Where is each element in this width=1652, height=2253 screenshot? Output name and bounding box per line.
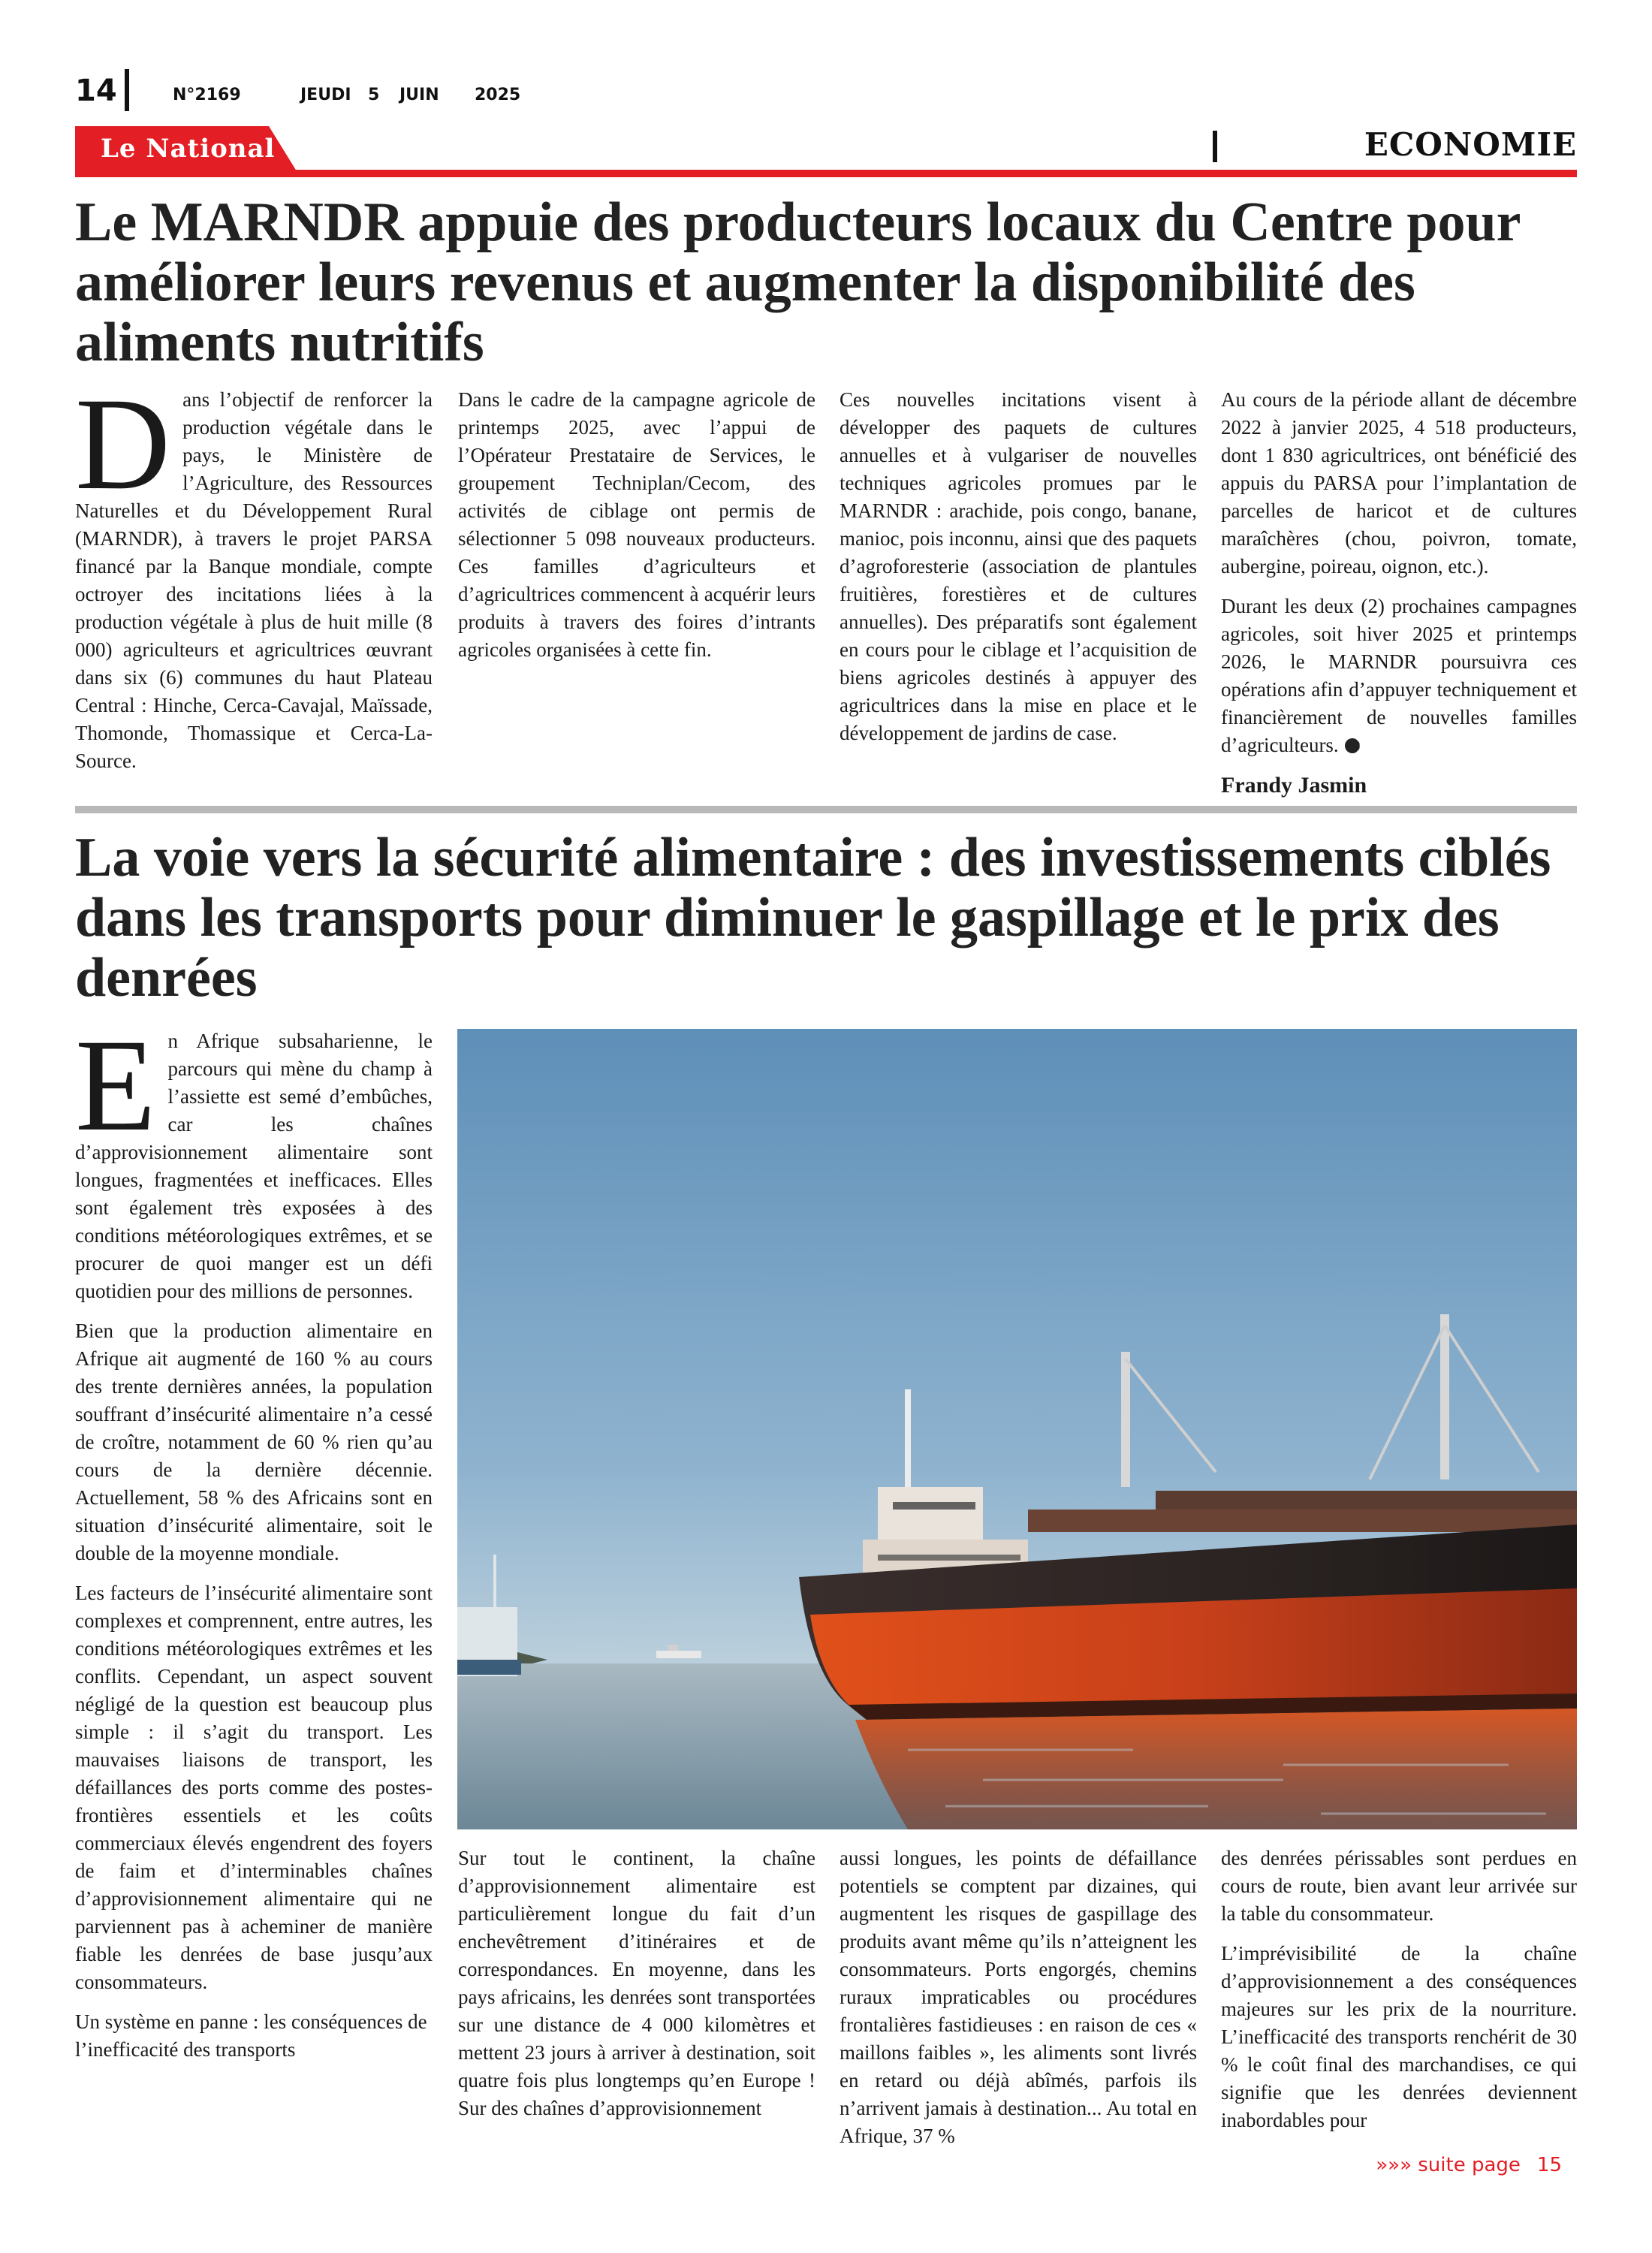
article1-p2: Dans le cadre de la campagne agricole de printemps 2025, avec l’appui de l’Opérateur Prestataire de Services, le groupement Techniplan/Cecom, des activités de ciblage ont permis de sélectionner 5 098 nouveaux producteurs. Ces familles d’agriculteurs et d’agricultrices commencent à acquérir leurs produits à travers des foires d’intrants agricoles organisées à cette fin. — [458, 388, 815, 661]
article1-dropcap: D — [75, 371, 171, 517]
article1-p1: ans l’objectif de renforcer la production végétale dans le pays, le Ministère de l’Agriculture, des Ressources Naturelles et du Développement Rural (MARNDR), à travers le projet PARSA financé par la Banque mondiale, compte octroyer des incitations liées à la production végétale à plus de huit mille (8 000) agriculteurs et agricultrices œuvrant dans six (6) communes du haut Plateau Central : Hinche, Cerca-Cavajal, Maïssade, Thomonde, Thomassique et Cerca-La-Source. — [75, 388, 433, 772]
end-of-article-icon — [1345, 738, 1360, 753]
article2-title: La voie vers la sécurité alimentaire : des investissements ciblés dans les transports pour diminuer le gaspillage et le prix des denrées — [75, 827, 1551, 1009]
issue-day: 5 — [368, 86, 380, 104]
article1-column-3 — [840, 386, 1197, 747]
article2-dropcap: E — [75, 1012, 156, 1159]
article2-p1: n Afrique subsaharienne, le parcours qui mène du champ à l’assiette est semé d’embûches, car les chaînes d’approvisionnement alimentaire sont longues, fragmentées et inefficaces. Elles sont également très exposées à des conditions météorologiques extrêmes, et se procurer de quoi manger est un défi quotidien pour des millions de personnes. — [75, 1030, 433, 1302]
continued-label: »»» suite page — [1376, 2154, 1521, 2176]
section-name: ECONOMIE — [1364, 126, 1577, 163]
continued-page-number: 15 — [1536, 2154, 1562, 2176]
header-red-rule — [75, 170, 1577, 177]
header-separator — [125, 69, 129, 111]
publication-name: Le National — [101, 134, 276, 164]
article1-p5: Durant les deux (2) prochaines campagnes agricoles, soit hiver 2025 et printemps 2026, le MARNDR poursuivra ces opérations afin d’appuyer techniquement et financièrement de nouvelles familles d’agriculteurs. — [1221, 595, 1577, 756]
article2-subheading: Un système en panne : les conséquences de l’inefficacité des transports — [75, 2010, 427, 2061]
article2-p5: Sur tout le continent, la chaîne d’approvisionnement alimentaire est particulièrement longue du fait d’un enchevêtrement d’itinéraires et de correspondances. En moyenne, dans les pays africains, les denrées sont transportées sur une distance de 4 000 kilomètres et mettent 23 jours à arriver à destination, soit quatre fois plus longtemps qu’en Europe ! Sur des chaînes d’approvisionnement — [458, 1847, 815, 2119]
article1-paragraph — [1221, 593, 1577, 759]
article1-author: Frandy Jasmin — [1221, 773, 1367, 798]
page-number: 14 — [75, 74, 117, 108]
article2-p5-end: des denrées périssables sont perdues en cours de route, bien avant leur arrivée sur la table du consommateur. — [1221, 1847, 1577, 1925]
article1-column-2 — [458, 386, 815, 664]
issue-month: JUIN — [399, 86, 439, 104]
article1-p4: Au cours de la période allant de décembre 2022 à janvier 2025, 4 518 producteurs, dont 1 830 agricultrices, ont bénéficié des appuis du PARSA pour l’implantation de parcelles de haricot et de cultures maraîchères (chou, poivron, tomate, aubergine, poireau, oignon, etc.). — [1221, 388, 1577, 578]
article2-column-3 — [840, 1844, 1197, 2150]
article1-column-4 — [1221, 386, 1577, 799]
article-divider — [75, 806, 1577, 813]
rubric-separator — [1213, 131, 1217, 162]
article2-p6: L’imprévisibilité de la chaîne d’approvisionnement a des conséquences majeures sur les prix de la nourriture. L’inefficacité des transports renchérit de 30 % le coût final des marchandises, ce qui signifie que les denrées deviennent inabordables pour — [1221, 1942, 1577, 2131]
continued-on-page-link[interactable] — [1376, 2154, 1562, 2176]
article1-paragraph — [75, 371, 433, 775]
issue-year: 2025 — [475, 86, 521, 104]
cargo-ship-photo — [457, 1029, 1577, 1829]
article2-column-2 — [458, 1844, 815, 2122]
article1-title: Le MARNDR appuie des producteurs locaux du Centre pour améliorer leurs revenus et augmenter la disponibilité des aliments nutritifs — [75, 192, 1521, 373]
article1-p3: Ces nouvelles incitations visent à développer des paquets de cultures annuelles et à vulgariser de nouvelles techniques agricoles promues par le MARNDR : arachide, pois congo, banane, manioc, pois inconnu, ainsi que des paquets d’agroforesterie (association de plantules fruitières, forestières et de cultures annuelles). Des préparatifs sont également en cours pour le ciblage et l’acquisition de biens agricoles destinés à appuyer des agricultrices dans la mise en place et le développement de jardins de case. — [840, 388, 1197, 744]
article2-column-4 — [1221, 1844, 1577, 2134]
issue-weekday: JEUDI — [300, 86, 351, 104]
article2-p5-continued: aussi longues, les points de défaillance potentiels se comptent par dizaines, qui augmentent les risques de gaspillage des produits avant même qu’ils n’atteignent les consommateurs. Ports engorgés, chemins ruraux impraticables ou procédures frontalières fastidieuses : en raison de ces « maillons faibles », les aliments sont livrés en retard ou déjà abîmés, parfois ils n’arrivent jamais à destination... Au total en Afrique, 37 % — [840, 1847, 1197, 2147]
article1-column-1 — [75, 371, 433, 775]
article2-column-1 — [75, 1012, 433, 2064]
article2-paragraph — [75, 1012, 433, 1305]
article2-p3: Les facteurs de l’insécurité alimentaire sont complexes et comprennent, entre autres, les conditions météorologiques extrêmes et les conflits. Cependant, un aspect souvent négligé de la question est beaucoup plus simple : il s’agit du transport. Les mauvaises liaisons de transport, les défaillances des ports comme des postes-frontières essentiels et les coûts commerciaux élevés engendrent des foyers de faim et d’interminables chaînes d’approvisionnement alimentaire qui ne parviennent pas à acheminer de manière fiable les denrées de base jusqu’aux consommateurs. — [75, 1582, 433, 1993]
issue-number: N°2169 — [173, 86, 241, 104]
article2-p2: Bien que la production alimentaire en Afrique ait augmenté de 160 % au cours des trente dernières années, la population souffrant d’insécurité alimentaire n’a cessé de croître, notamment de 60 % rien qu’au cours de la dernière décennie. Actuellement, 58 % des Africains sont en situation d’insécurité alimentaire, soit le double de la moyenne mondiale. — [75, 1320, 433, 1564]
